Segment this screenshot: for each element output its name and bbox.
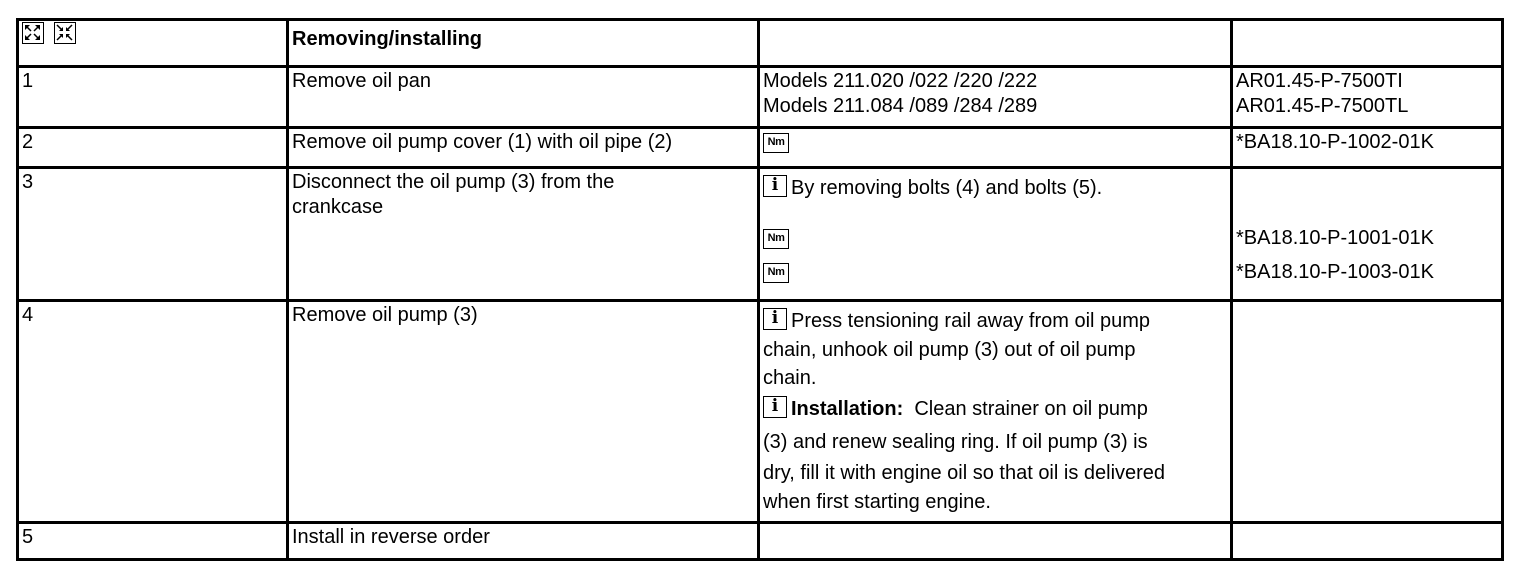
reference-link[interactable]: *BA18.10-P-1002-01K	[1236, 131, 1434, 153]
installation-text: when first starting engine.	[763, 491, 991, 513]
step-refs	[1232, 128, 1503, 168]
torque-nm-icon[interactable]: Nm	[763, 133, 789, 153]
table-row	[18, 523, 1503, 560]
installation-text: dry, fill it with engine oil so that oil is delivered	[763, 462, 1166, 484]
info-note	[763, 306, 1227, 336]
step-notes	[759, 523, 1232, 560]
step-number: 1	[18, 67, 288, 128]
step-action: Install in reverse order	[288, 523, 759, 560]
step-action: Remove oil pump cover (1) with oil pipe (2)	[288, 128, 759, 168]
torque-nm-icon[interactable]: Nm	[763, 229, 789, 249]
step-refs	[1232, 168, 1503, 301]
step-action-line: Disconnect the oil pump (3) from the	[292, 171, 615, 193]
info-note	[763, 176, 1227, 201]
step-notes	[759, 128, 1232, 168]
header-title: Removing/installing	[288, 20, 759, 67]
info-icon[interactable]: i	[763, 396, 787, 418]
info-text: Press tensioning rail away from oil pump	[791, 310, 1151, 332]
installation-text: (3) and renew sealing ring. If oil pump (3) is	[763, 431, 1148, 453]
reference-link[interactable]: AR01.45-P-7500TL	[1236, 95, 1409, 117]
model-note: Models 211.084 /089 /284 /289	[763, 95, 1038, 117]
info-text: By removing bolts (4) and bolts (5).	[791, 177, 1103, 199]
torque-nm-icon[interactable]: Nm	[763, 263, 789, 283]
step-action: Remove oil pan	[288, 67, 759, 128]
step-notes	[759, 67, 1232, 128]
collapse-all-icon[interactable]	[54, 22, 76, 44]
step-action: Remove oil pump (3)	[288, 301, 759, 523]
step-notes	[759, 168, 1232, 301]
procedure-table	[16, 18, 1504, 561]
step-number: 5	[18, 523, 288, 560]
installation-label: Installation:	[791, 398, 904, 420]
reference-link[interactable]: AR01.45-P-7500TI	[1236, 70, 1403, 92]
step-refs	[1232, 301, 1503, 523]
expand-all-icon[interactable]	[22, 22, 44, 44]
installation-note	[763, 391, 1227, 427]
info-icon[interactable]: i	[763, 308, 787, 330]
step-action	[288, 168, 759, 301]
installation-text: Clean strainer on oil pump	[914, 398, 1148, 420]
step-refs	[1232, 523, 1503, 560]
info-text: chain.	[763, 367, 817, 389]
step-number: 3	[18, 168, 288, 301]
step-notes	[759, 301, 1232, 523]
header-icons-cell	[18, 20, 288, 67]
reference-link[interactable]: *BA18.10-P-1003-01K	[1236, 261, 1434, 283]
info-text: chain, unhook oil pump (3) out of oil pump	[763, 339, 1136, 361]
step-refs	[1232, 67, 1503, 128]
step-action-line: crankcase	[292, 196, 384, 218]
header-empty-cell	[759, 20, 1232, 67]
table-row	[18, 301, 1503, 523]
step-number: 4	[18, 301, 288, 523]
table-row	[18, 67, 1503, 128]
table-header-row	[18, 20, 1503, 67]
model-note: Models 211.020 /022 /220 /222	[763, 70, 1038, 92]
table-row	[18, 128, 1503, 168]
torque-line	[763, 255, 1227, 289]
table-row	[18, 168, 1503, 301]
info-icon[interactable]: i	[763, 175, 787, 197]
reference-link[interactable]: *BA18.10-P-1001-01K	[1236, 227, 1434, 249]
header-empty-cell	[1232, 20, 1503, 67]
torque-line	[763, 221, 1227, 255]
step-number: 2	[18, 128, 288, 168]
